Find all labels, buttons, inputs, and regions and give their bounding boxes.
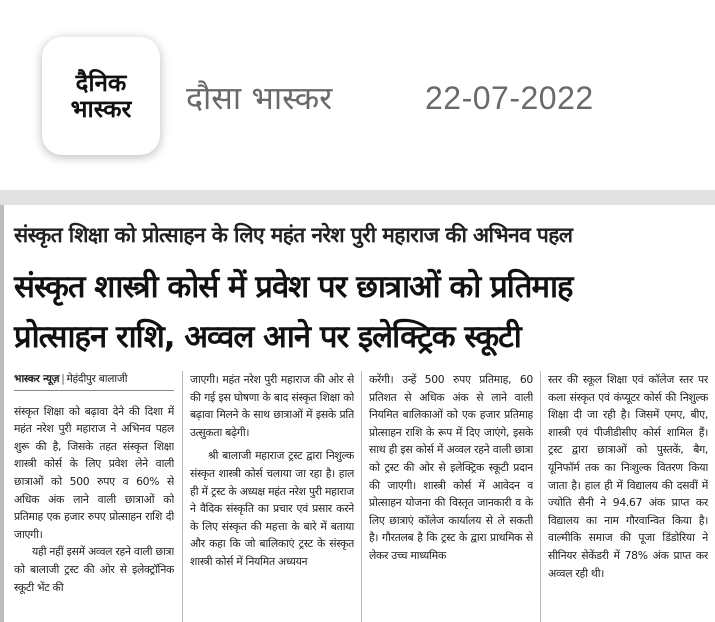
- byline-source: भास्कर न्यूज़: [14, 373, 60, 385]
- edition-date: 22-07-2022: [425, 80, 594, 116]
- paragraph: जाएगी। महंत नरेश पुरी महाराज की ओर से की गई इस घोषणा के बाद संस्कृत शिक्षा को बढ़ावा मिलने के साथ छात्राओं में इसके प्रति उत्सुकता बढ़ेगी।: [190, 373, 354, 439]
- logo-text-bhaskar: भास्कर: [70, 95, 132, 123]
- logo-text-dainik: दैनिक: [75, 69, 127, 97]
- masthead-separator: [0, 190, 715, 205]
- paragraph: स्तर की स्कूल शिक्षा एवं कॉलेज स्तर पर कला संस्कृत एवं कंप्यूटर कोर्स की निशुल्क शिक्षा दी जा रही है। जिसमें एमए, बीए, शास्त्री एवं पीजीडीसीए कोर्स शामिल हैं। ट्रस्ट द्वारा छात्राओं को पुस्तकें, बैग, यूनिफॉर्म तक का निःशुल्क वितरण किया जाता है। हाल ही में विद्यालय की दसवीं में ज्योति सैनी ने 94.67 अंक प्राप्त कर विद्यालय का नाम गौरवान्वित किया है। वाल्मीकि समाज की पूजा डिंडोरिया ने सीनियर सेकेंडरी में 78% अंक प्राप्त कर अव्वल रही थी।: [548, 373, 708, 580]
- byline-separator: |: [61, 373, 65, 385]
- paragraph: संस्कृत शिक्षा को बढ़ावा देने की दिशा में महंत नरेश पुरी महाराज ने अभिनव पहल शुरू की है, जिसके तहत संस्कृत शिक्षा शास्त्री कोर्स के लिए प्रवेश लेने वाली छात्राओं को 500 रुपए व 60% से अधिक अंक लाने वाली छात्राओं को प्रतिमाह एक हजार रुपए प्रोत्साहन राशि दी जाएगी।: [14, 404, 174, 541]
- column-divider: [540, 371, 541, 622]
- column-divider: [182, 371, 183, 622]
- article-headline: [14, 262, 704, 362]
- paragraph: करेंगी। उन्हें 500 रुपए प्रतिमाह, 60 प्रतिशत से अधिक अंक से लाने वाली नियमित बालिकाओं को एक हजार प्रतिमाह प्रोत्साहन राशि के रूप में दिए जाएंगे, इसके साथ ही इस कोर्स में अव्वल रहने वाली छात्रा को ट्रस्ट की ओर से इलेक्ट्रिक स्कूटी प्रदान की जाएगी। शास्त्री कोर्स में आवेदन व प्रोत्साहन योजना की विस्तृत जानकारी व के लिए छात्राएं कॉलेज कार्यालय से ले सकती है। गौरतलब है कि ट्रस्ट के द्वारा प्राथमिक से लेकर उच्च माध्यमिक: [369, 373, 533, 562]
- edition-title: दौसा भास्कर: [186, 79, 333, 117]
- article-column-4: [548, 371, 708, 622]
- column-divider: [361, 371, 362, 622]
- article-column-2: [190, 371, 354, 622]
- dainik-bhaskar-logo: [42, 37, 160, 155]
- clipping-edge: [0, 205, 4, 622]
- byline-place: मेहंदीपुर बालाजी: [66, 373, 128, 385]
- headline-line-1: संस्कृत शास्त्री कोर्स में प्रवेश पर छात्राओं को प्रतिमाह: [14, 269, 573, 305]
- article-column-3: [369, 371, 533, 622]
- paragraph: श्री बालाजी महाराज ट्रस्ट द्वारा निशुल्क संस्कृत शास्त्री कोर्स चलाया जा रहा है। हाल ही में ट्रस्ट के अध्यक्ष महंत नरेश पुरी महाराज ने वैदिक संस्कृति का प्रचार एवं प्रसार करने के लिए संस्कृत की महत्ता के बारे में बताया और कहा कि जो बालिकाएं ट्रस्ट के संस्कृत शास्त्री कोर्स में नियमित अध्ययन: [190, 449, 354, 568]
- headline-line-2: प्रोत्साहन राशि, अव्वल आने पर इलेक्ट्रिक स्कूटी: [14, 319, 521, 355]
- byline: [14, 371, 174, 391]
- article-column-1: [14, 371, 174, 622]
- article-body: [14, 371, 712, 622]
- paragraph: यही नहीं इसमें अव्वल रहने वाली छात्रा को बालाजी ट्रस्ट की ओर से इलेक्ट्रॉनिक स्कूटी भेंट की: [14, 545, 174, 594]
- article-kicker: संस्कृत शिक्षा को प्रोत्साहन के लिए महंत नरेश पुरी महाराज की अभिनव पहल: [14, 223, 573, 247]
